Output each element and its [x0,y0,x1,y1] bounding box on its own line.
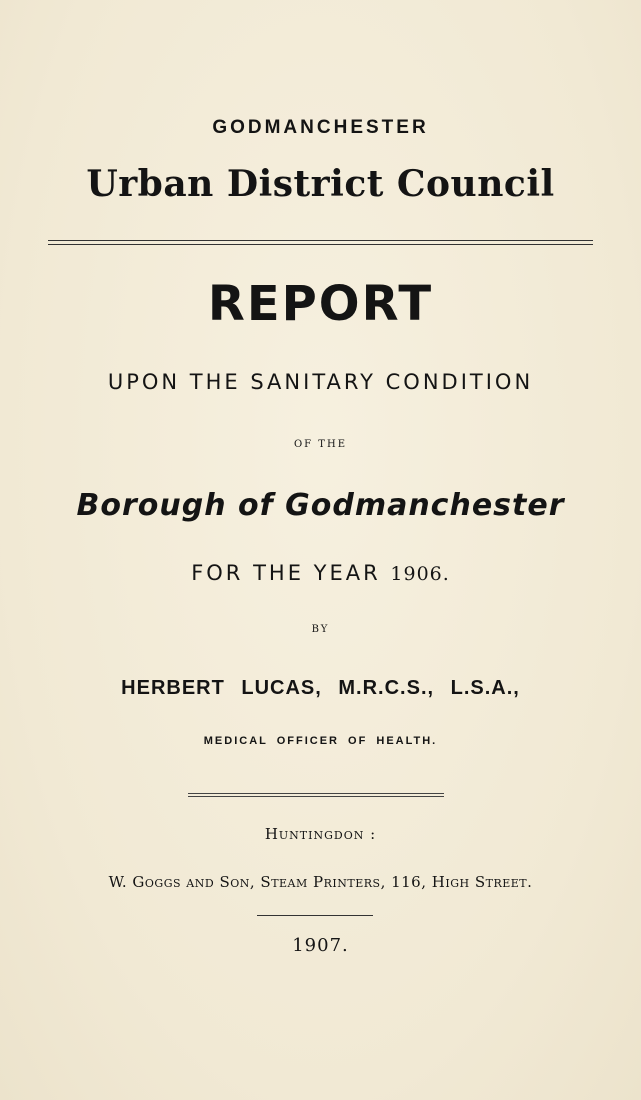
imprint-printer: W. Goggs and Son, Steam Printers, 116, High Street. [108,873,533,891]
report-subject: UPON THE SANITARY CONDITION [107,370,534,394]
council-type: Urban District Council [86,163,555,205]
author-name: HERBERT LUCAS, M.R.C.S., L.S.A., [121,677,520,699]
report-title: REPORT [207,276,434,332]
report-year: 1906. [390,563,450,585]
publication-year: 1907. [292,935,349,956]
by-label: BY [311,624,330,635]
imprint-place: Huntingdon : [264,825,377,843]
year-prefix: FOR THE YEAR [191,561,381,585]
short-rule [257,915,373,916]
of-the-label: OF THE [293,439,347,450]
council-name: GODMANCHESTER [212,117,429,138]
double-rule-middle [188,793,444,797]
report-year-line [0,561,641,585]
borough-name: Borough of Godmanchester [76,488,565,523]
double-rule-top [48,240,593,245]
author-title: MEDICAL OFFICER OF HEALTH. [203,735,438,747]
